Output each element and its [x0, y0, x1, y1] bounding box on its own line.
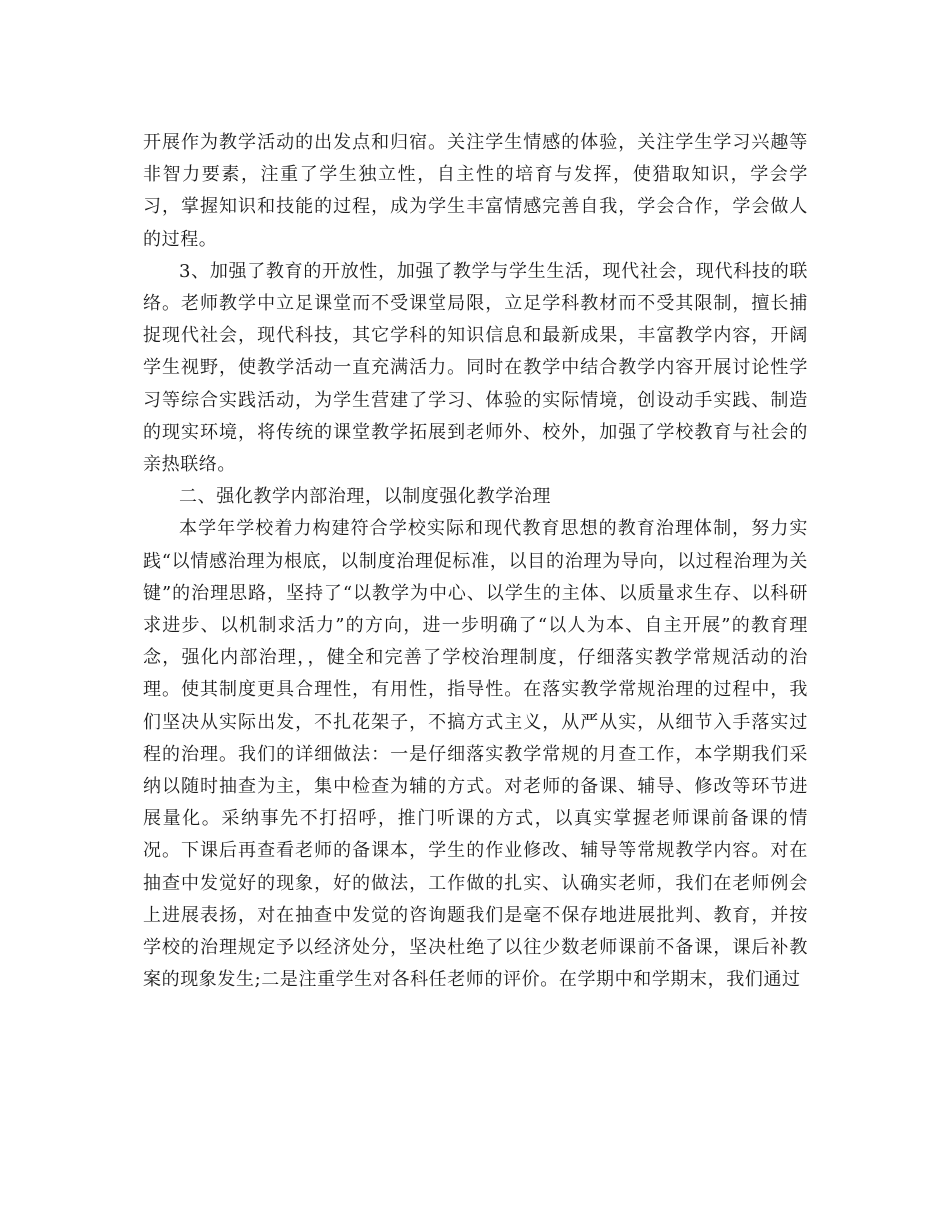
paragraph-management-system: 本学年学校着力构建符合学校实际和现代教育思想的教育治理体制，努力实践“以情感治理为根底，以制度治理促标准，以目的治理为导向，以过程治理为关键”的治理思路，坚持了“以教学为中心、以学生的主体、以质量求生存、以科研求进步、以机制求活力”的方向，进一步明确了“以人为本、自主开展”的教育理念，强化内部治理，，健全和完善了学校治理制度，仔细落实教学常规活动的治理。使其制度更具合理性，有用性，指导性。在落实教学常规治理的过程中，我们坚决从实际出发，不扎花架子，不搞方式主义，从严从实，从细节入手落实过程的治理。我们的详细做法：一是仔细落实教学常规的月查工作，本学期我们采纳以随时抽查为主，集中检查为辅的方式。对老师的备课、辅导、修改等环节进展量化。采纳事先不打招呼，推门听课的方式，以真实掌握老师课前备课的情况。下课后再查看老师的备课本，学生的作业修改、辅导等常规教学内容。对在抽查中发觉好的现象，好的做法，工作做的扎实、认确实老师，我们在老师例会上进展表扬，对在抽查中发觉的咨询题我们是毫不保存地进展批判、教育，并按学校的治理规定予以经济处分，坚决杜绝了以往少数老师课前不备课，课后补教案的现象发生;二是注重学生对各科任老师的评价。在学期中和学期末，我们通过: [143, 518, 808, 991]
paragraph-openness: 3、加强了教育的开放性，加强了教学与学生生活，现代社会，现代科技的联络。老师教学中立足课堂而不受课堂局限，立足学科教材而不受其限制，擅长捕捉现代社会，现代科技，其它学科的知识信息和最新成果，丰富教学内容，开阔学生视野，使教学活动一直充满活力。同时在教学中结合教学内容开展讨论性学习等综合实践活动，为学生营建了学习、体验的实际情境，创设动手实践、制造的现实环境，将传统的课堂教学拓展到老师外、校外，加强了学校教育与社会的亲热联络。: [143, 260, 808, 476]
paragraph-intro-continuation: 开展作为教学活动的出发点和归宿。关注学生情感的体验，关注学生学习兴趣等非智力要素，注重了学生独立性，自主性的培育与发挥，使猎取知识，学会学习，掌握知识和技能的过程，成为学生丰富情感完善自我，学会合作，学会做人的过程。: [143, 132, 808, 250]
section-heading-management: 二、强化教学内部治理，以制度强化教学治理: [179, 486, 551, 508]
document-body: [143, 127, 808, 996]
